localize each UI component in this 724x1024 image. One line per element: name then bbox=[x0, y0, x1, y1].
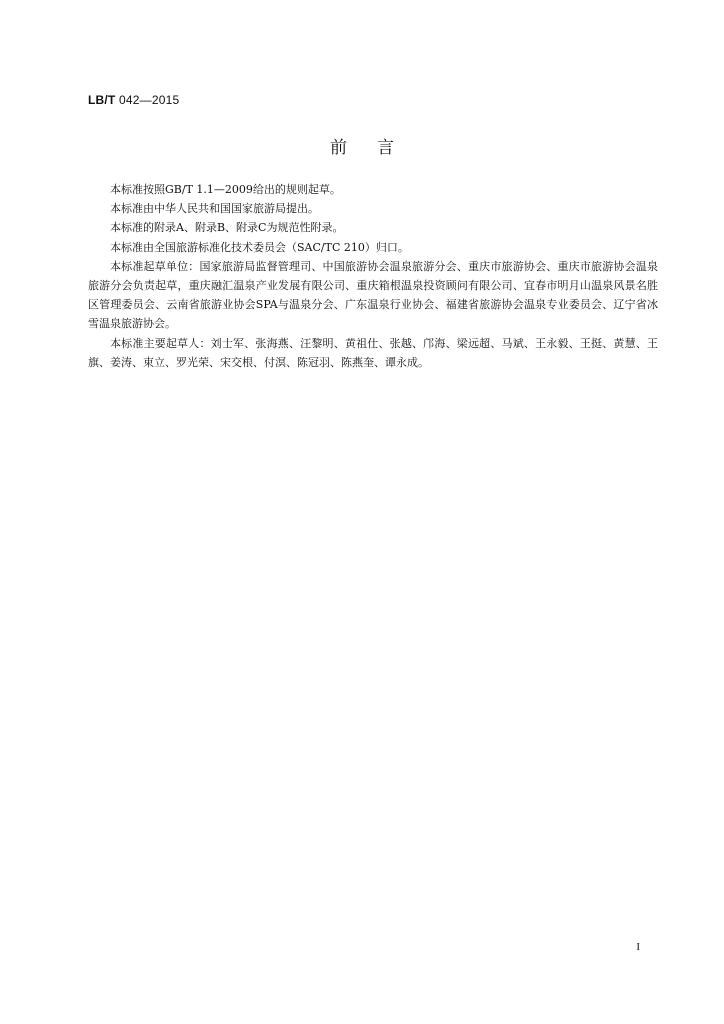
standard-number: 042—2015 bbox=[119, 93, 180, 107]
paragraph-committee: 本标准由全国旅游标准化技术委员会（SAC/TC 210）归口。 bbox=[110, 240, 409, 254]
paragraph-annexes: 本标准的附录A、附录B、附录C为规范性附录。 bbox=[110, 221, 344, 235]
paragraph-drafting-rules: 本标准按照GB/T 1.1—2009给出的规则起草。 bbox=[110, 183, 341, 196]
paragraph-drafters: 本标准主要起草人：刘士军、张海燕、汪黎明、黄祖仕、张越、邝海、梁远超、马斌、王永毅、王挺、黄慧、王旗、姜涛、束立、罗光荣、宋交根、付溟、陈冠羽、陈燕奎、谭永成。 bbox=[88, 336, 658, 369]
standard-code bbox=[88, 93, 179, 107]
paragraph-drafting-units: 本标准起草单位：国家旅游局监督管理司、中国旅游协会温泉旅游分会、重庆市旅游协会、重庆市旅游协会温泉旅游分会负责起草，重庆融汇温泉产业发展有限公司、重庆箱根温泉投资顾问有限公司、宜春市明月山温泉风景名胜区管理委员会、云南省旅游业协会SPA与温泉分会、广东温泉行业协会、福建省旅游协会温泉专业委员会、辽宁省冰雪温泉旅游协会。 bbox=[88, 259, 658, 331]
foreword-body bbox=[88, 180, 658, 372]
standard-prefix: LB/T bbox=[88, 93, 116, 107]
page-number: I bbox=[636, 941, 640, 953]
section-title: 前言 bbox=[330, 138, 424, 158]
paragraph-proposer: 本标准由中华人民共和国国家旅游局提出。 bbox=[110, 202, 319, 216]
